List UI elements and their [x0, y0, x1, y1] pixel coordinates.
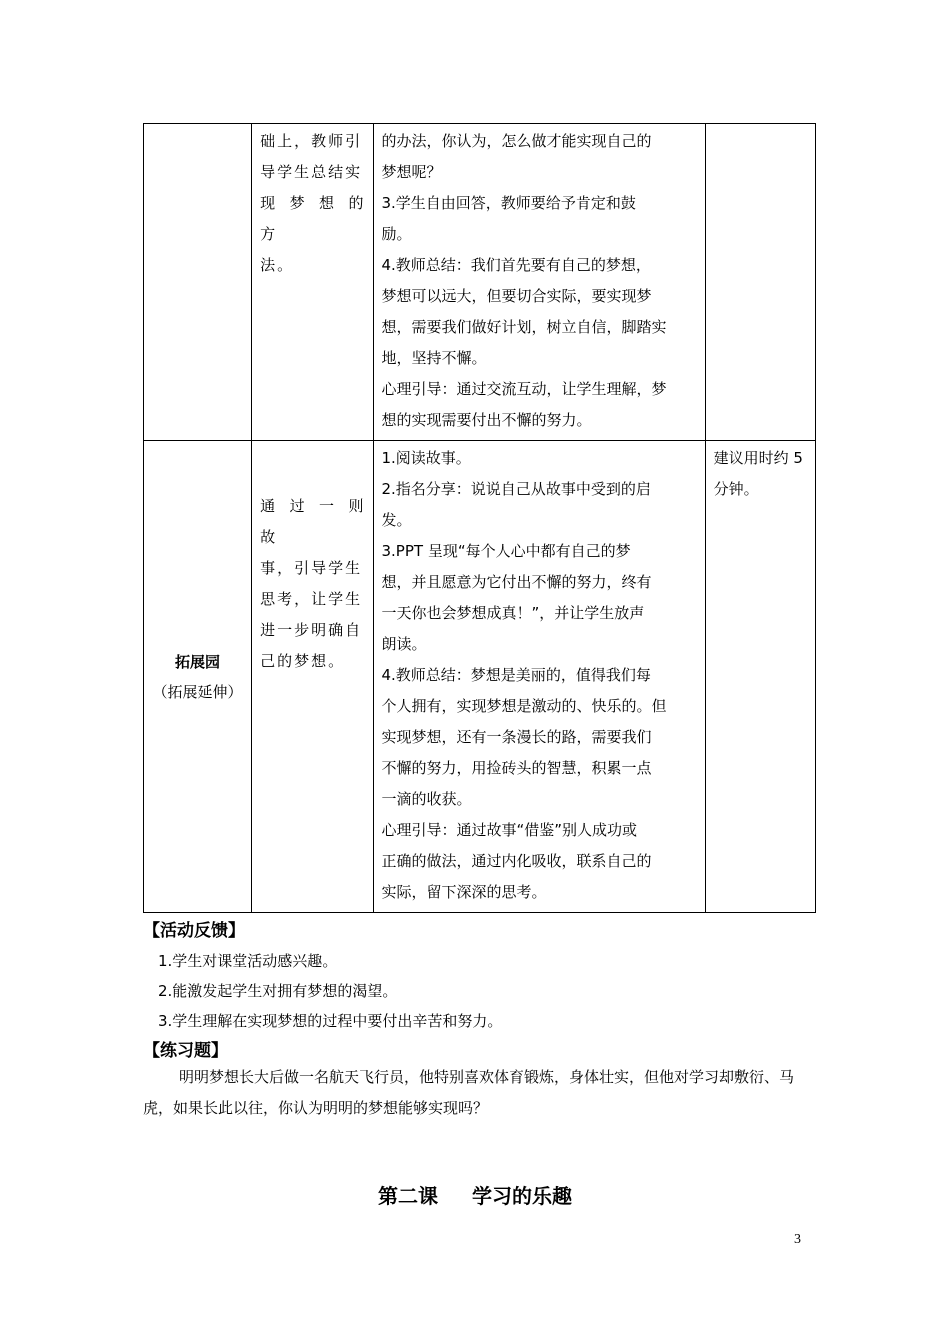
process-line: 不懈的努力，用捡砖头的智慧，积累一点: [381, 759, 652, 777]
process-text: [382, 126, 698, 436]
process-line: 实现梦想，还有一条漫长的路，需要我们: [381, 728, 652, 746]
process-line: 的办法，你认为，怎么做才能实现自己的: [381, 132, 652, 150]
feedback-item: 2.能激发起学生对拥有梦想的渴望。: [158, 982, 398, 1000]
process-line: 一天你也会梦想成真！”，并让学生放声: [381, 604, 645, 622]
goal-text: [260, 126, 365, 281]
process-line: 实际，留下深深的思考。: [381, 883, 547, 901]
lesson-number: 第二课: [378, 1184, 438, 1208]
note-line: 分钟。: [713, 480, 759, 498]
note-cell: [705, 124, 815, 441]
table-row: [144, 124, 816, 441]
goal-line: 法。: [260, 256, 295, 274]
goal-line: 思考，让学生: [260, 590, 363, 608]
note-cell: [705, 441, 815, 913]
lesson-plan-table: [143, 123, 816, 913]
feedback-item: 3.学生理解在实现梦想的过程中要付出辛苦和努力。: [158, 1012, 503, 1030]
goal-line: 通 过 一 则 故: [260, 497, 366, 546]
table-row: [144, 441, 816, 913]
process-line: 心理引导：通过交流互动，让学生理解，梦: [381, 380, 667, 398]
goal-cell: [252, 441, 373, 913]
goal-line: 事，引导学生: [260, 559, 363, 577]
lesson-name: 学习的乐趣: [472, 1184, 572, 1208]
process-line: 地，坚持不懈。: [381, 349, 487, 367]
process-line: 想，需要我们做好计划，树立自信，脚踏实: [381, 318, 667, 336]
process-line: 一滴的收获。: [381, 790, 472, 808]
goal-line: 现 梦 想 的 方: [260, 194, 366, 243]
feedback-item: 1.学生对课堂活动感兴趣。: [158, 952, 338, 970]
note-line: 建议用时约 5: [713, 449, 803, 467]
goal-cell: [252, 124, 373, 441]
process-line: 1.阅读故事。: [381, 449, 471, 467]
stage-subtitle: （拓展延伸）: [152, 682, 243, 701]
exercise-heading: 【练习题】: [143, 1041, 228, 1061]
process-text: [382, 443, 698, 908]
process-line: 3.学生自由回答，教师要给予肯定和鼓: [381, 194, 636, 212]
goal-text: [260, 491, 365, 677]
note-text: [714, 443, 808, 505]
process-line: 3.PPT 呈现“每个人心中都有自己的梦: [381, 542, 631, 560]
process-line: 4.教师总结：我们首先要有自己的梦想，: [381, 256, 651, 274]
next-lesson-title: [0, 1180, 950, 1209]
process-line: 心理引导：通过故事“借鉴”别人成功或: [381, 821, 638, 839]
stage-cell: [144, 124, 252, 441]
process-cell: [373, 441, 705, 913]
process-line: 梦想呢？: [381, 163, 442, 181]
process-line: 想的实现需要付出不懈的努力。: [381, 411, 592, 429]
goal-line: 础上，教师引: [260, 132, 363, 150]
process-line: 2.指名分享：说说自己从故事中受到的启: [381, 480, 651, 498]
feedback-heading: 【活动反馈】: [143, 921, 245, 941]
stage-cell: [144, 441, 252, 913]
page-number: 3: [794, 1232, 801, 1247]
goal-line: 己的梦想。: [260, 652, 346, 670]
process-line: 个人拥有，实现梦想是激动的、快乐的。但: [381, 697, 667, 715]
process-line: 励。: [381, 225, 412, 243]
process-line: 正确的做法，通过内化吸收，联系自己的: [381, 852, 652, 870]
goal-line: 导学生总结实: [260, 163, 363, 181]
stage-title: 拓展园: [175, 652, 221, 671]
process-line: 发。: [381, 511, 412, 529]
process-cell: [373, 124, 705, 441]
process-line: 梦想可以远大，但要切合实际，要实现梦: [381, 287, 652, 305]
process-line: 想，并且愿意为它付出不懈的努力，终有: [381, 573, 652, 591]
process-line: 朗读。: [381, 635, 427, 653]
exercise-text: 明明梦想长大后做一名航天飞行员，他特别喜欢体育锻炼，身体壮实，但他对学习却敷衍、马虎，如果长此以往，你认为明明的梦想能够实现吗？: [143, 1068, 795, 1117]
process-line: 4.教师总结：梦想是美丽的，值得我们每: [381, 666, 651, 684]
goal-line: 进一步明确自: [260, 621, 363, 639]
